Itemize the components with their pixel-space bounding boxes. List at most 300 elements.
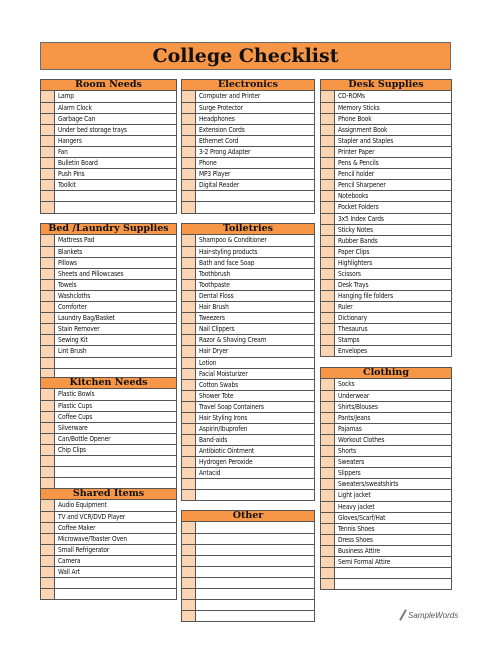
section-shared-items [40, 488, 177, 600]
checkbox[interactable] [182, 335, 196, 345]
checkbox[interactable] [41, 578, 55, 588]
checklist-row [321, 268, 451, 279]
item-label: Sweaters/sweatshirts [338, 480, 399, 489]
checkbox[interactable] [321, 269, 335, 279]
checklist-row [182, 588, 314, 599]
item-label: Fan [58, 148, 68, 157]
checklist-row [321, 168, 451, 179]
item-label [55, 467, 176, 477]
item-label [55, 358, 176, 368]
checklist-row [182, 544, 314, 555]
item-label: Sheets and Pillowcases [58, 270, 124, 279]
checkbox[interactable] [41, 401, 55, 411]
checklist-row [182, 434, 314, 445]
checkbox[interactable] [321, 457, 335, 467]
checkbox[interactable] [182, 391, 196, 401]
item-label: 3x5 Index Cards [338, 214, 384, 223]
checkbox[interactable] [321, 391, 335, 401]
checklist-row [182, 91, 314, 102]
checklist-row [182, 179, 314, 190]
checkbox[interactable] [321, 535, 335, 545]
item-label: Memory Sticks [338, 104, 380, 113]
item-label [55, 191, 176, 201]
section-toiletries [181, 223, 315, 501]
checkbox[interactable] [182, 114, 196, 124]
item-label: Mattress Pad [58, 236, 95, 244]
item-label: Under bed storage trays [58, 126, 127, 135]
item-label: Paper Clips [338, 247, 370, 256]
item-label: Shower Tote [199, 391, 234, 400]
item-label: Ruler [338, 302, 353, 311]
checklist-row [182, 113, 314, 124]
checkbox[interactable] [41, 423, 55, 433]
checklist-row [321, 290, 451, 301]
item-label: Comforter [58, 303, 87, 312]
checkbox[interactable] [321, 91, 335, 102]
checklist-row [321, 279, 451, 290]
checklist-row [182, 368, 314, 379]
checkbox[interactable] [321, 446, 335, 456]
checklist [40, 91, 177, 214]
checkbox[interactable] [41, 302, 55, 312]
item-label: Hangers [58, 137, 82, 146]
checklist-row [321, 534, 451, 545]
checkbox[interactable] [182, 468, 196, 478]
item-label: Shorts [338, 447, 357, 456]
checkbox[interactable] [182, 534, 196, 544]
checklist-row [41, 544, 176, 555]
checklist-row [321, 113, 451, 124]
item-label: Stamps [338, 336, 360, 345]
checklist-row [321, 323, 451, 334]
checklist-row [321, 578, 451, 589]
item-label: Pants/Jeans [338, 414, 371, 423]
checkbox[interactable] [321, 568, 335, 578]
checkbox[interactable] [41, 389, 55, 400]
checkbox[interactable] [321, 214, 335, 224]
section-header: Kitchen Needs [40, 377, 177, 389]
section-header: Room Needs [40, 79, 177, 91]
checklist-row [321, 501, 451, 512]
checklist-row [41, 389, 176, 400]
checkbox[interactable] [182, 446, 196, 456]
checkbox[interactable] [41, 534, 55, 544]
pen-icon [398, 609, 408, 621]
checklist-row [182, 467, 314, 478]
checkbox[interactable] [41, 346, 55, 356]
checklist-row [321, 146, 451, 157]
checklist [40, 235, 177, 380]
checklist-row [182, 190, 314, 201]
checkbox[interactable] [321, 324, 335, 334]
checkbox[interactable] [182, 235, 196, 246]
checkbox[interactable] [41, 91, 55, 102]
checklist-row [321, 401, 451, 412]
section-bed-laundry-supplies [40, 223, 177, 380]
checkbox[interactable] [182, 103, 196, 113]
item-label: Lamp [58, 92, 74, 100]
checkbox[interactable] [321, 302, 335, 312]
section-kitchen-needs [40, 377, 177, 489]
checkbox[interactable] [182, 247, 196, 257]
checklist-row [321, 567, 451, 578]
checklist-row [182, 257, 314, 268]
checkbox[interactable] [321, 402, 335, 412]
checkbox[interactable] [321, 169, 335, 179]
checklist-row [321, 135, 451, 146]
checkbox[interactable] [41, 523, 55, 533]
item-label [196, 600, 314, 610]
checkbox[interactable] [41, 114, 55, 124]
item-label [55, 589, 176, 599]
checkbox[interactable] [321, 136, 335, 146]
checkbox[interactable] [182, 269, 196, 279]
item-label: Thesaurus [338, 324, 368, 333]
checkbox[interactable] [182, 600, 196, 610]
item-label: Phone Book [338, 115, 372, 124]
checklist-row [41, 566, 176, 577]
checkbox[interactable] [321, 379, 335, 390]
checkbox[interactable] [41, 545, 55, 555]
item-label [196, 611, 314, 621]
checkbox[interactable] [182, 302, 196, 312]
item-label: Nail Clippers [199, 325, 235, 334]
checklist-row [182, 423, 314, 434]
checklist-row [41, 135, 176, 146]
checkbox[interactable] [182, 313, 196, 323]
checklist [320, 91, 452, 357]
checklist-row [321, 179, 451, 190]
checklist-row [182, 201, 314, 212]
checklist-row [182, 456, 314, 467]
checkbox[interactable] [41, 136, 55, 146]
checklist-row [41, 257, 176, 268]
checkbox[interactable] [182, 578, 196, 588]
checkbox[interactable] [321, 579, 335, 589]
checklist-row [182, 157, 314, 168]
item-label [196, 589, 314, 599]
item-label: Light jacket [338, 491, 371, 500]
checkbox[interactable] [182, 180, 196, 190]
section-desk-supplies [320, 79, 452, 357]
checkbox[interactable] [321, 247, 335, 257]
checklist-row [321, 213, 451, 224]
checklist-row [41, 168, 176, 179]
checkbox[interactable] [321, 346, 335, 356]
section-header: Bed /Laundry Supplies [40, 223, 177, 235]
item-label [55, 202, 176, 212]
checklist-row [41, 444, 176, 455]
checkbox[interactable] [41, 247, 55, 257]
item-label: Pajamas [338, 425, 362, 434]
checklist-row [321, 235, 451, 246]
checkbox[interactable] [41, 258, 55, 268]
checkbox[interactable] [182, 589, 196, 599]
item-label: Extension Cords [199, 126, 245, 135]
checkbox[interactable] [41, 324, 55, 334]
checkbox[interactable] [321, 236, 335, 246]
item-label: Desk Trays [338, 280, 369, 289]
item-label: Silverware [58, 424, 88, 433]
checkbox[interactable] [182, 291, 196, 301]
checklist-row [321, 489, 451, 500]
checkbox[interactable] [321, 258, 335, 268]
checkbox[interactable] [182, 136, 196, 146]
checkbox[interactable] [41, 335, 55, 345]
checkbox[interactable] [321, 546, 335, 556]
item-label: Bath and face Soap [199, 259, 255, 268]
item-label: Facial Moisturizer [199, 369, 248, 378]
checkbox[interactable] [182, 424, 196, 434]
checklist-row [41, 533, 176, 544]
checklist-row [182, 555, 314, 566]
checkbox[interactable] [182, 490, 196, 500]
checkbox[interactable] [182, 147, 196, 157]
checklist-row [321, 345, 451, 356]
checklist-row [41, 124, 176, 135]
checkbox[interactable] [321, 490, 335, 500]
item-label: Antacid [199, 468, 221, 477]
checkbox[interactable] [41, 235, 55, 246]
checklist-row [41, 522, 176, 533]
checklist-row [41, 312, 176, 323]
checklist-row [41, 201, 176, 212]
checklist-row [41, 400, 176, 411]
checkbox[interactable] [321, 513, 335, 523]
checklist-row [182, 235, 314, 246]
checkbox[interactable] [321, 125, 335, 135]
checkbox[interactable] [41, 313, 55, 323]
checkbox[interactable] [321, 202, 335, 212]
checkbox[interactable] [182, 611, 196, 621]
page-title: College Checklist [40, 42, 451, 70]
checklist-row [41, 235, 176, 246]
checkbox[interactable] [41, 158, 55, 168]
checkbox[interactable] [321, 291, 335, 301]
checkbox[interactable] [182, 413, 196, 423]
checkbox[interactable] [321, 225, 335, 235]
checklist-row [182, 102, 314, 113]
checkbox[interactable] [182, 169, 196, 179]
checkbox[interactable] [182, 479, 196, 489]
item-label: Underwear [338, 392, 370, 401]
item-label: Surge Protector [199, 104, 243, 113]
checkbox[interactable] [182, 158, 196, 168]
checklist-row [321, 102, 451, 113]
item-label: Washcloths [58, 292, 91, 301]
checklist-row [41, 466, 176, 477]
checkbox[interactable] [41, 434, 55, 444]
checkbox[interactable] [41, 358, 55, 368]
checkbox[interactable] [41, 103, 55, 113]
item-label: Dictionary [338, 313, 367, 322]
checkbox[interactable] [321, 335, 335, 345]
item-label [196, 522, 314, 533]
item-label: Small Refrigerator [58, 546, 110, 555]
checkbox[interactable] [41, 500, 55, 511]
item-label: 3-2 Prong Adapter [199, 148, 251, 157]
item-label: Antibiotic Ointment [199, 446, 255, 455]
checkbox[interactable] [41, 412, 55, 422]
checkbox[interactable] [321, 413, 335, 423]
item-label: Sweaters [338, 458, 365, 467]
item-label: Toothbrush [199, 270, 231, 279]
checkbox[interactable] [321, 280, 335, 290]
checkbox[interactable] [41, 180, 55, 190]
item-label: Audio Equipment [58, 501, 107, 509]
item-label: Pencil holder [338, 170, 375, 179]
checklist-row [321, 523, 451, 534]
checkbox[interactable] [41, 512, 55, 522]
checkbox[interactable] [182, 358, 196, 368]
checkbox[interactable] [182, 457, 196, 467]
item-label: Semi Formal Attire [338, 557, 391, 566]
checkbox[interactable] [41, 567, 55, 577]
checkbox[interactable] [41, 291, 55, 301]
checkbox[interactable] [41, 269, 55, 279]
checklist-row [182, 401, 314, 412]
section-header: Clothing [320, 367, 452, 379]
checkbox[interactable] [41, 280, 55, 290]
item-label: Aspirin/Ibuprofen [199, 424, 248, 433]
item-label: Plastic Bowls [58, 390, 95, 398]
checklist-row [182, 522, 314, 533]
checkbox[interactable] [182, 556, 196, 566]
checkbox[interactable] [321, 103, 335, 113]
checklist-row [41, 290, 176, 301]
checkbox[interactable] [182, 324, 196, 334]
checkbox[interactable] [182, 202, 196, 212]
item-label [335, 579, 451, 589]
section-header: Other [181, 510, 315, 522]
item-label: Alarm Clock [58, 104, 92, 113]
item-label: Digital Reader [199, 181, 239, 190]
checklist-row [321, 91, 451, 102]
checkbox[interactable] [182, 567, 196, 577]
checklist-row [321, 246, 451, 257]
checkbox[interactable] [41, 169, 55, 179]
section-other [181, 510, 315, 622]
checkbox[interactable] [41, 478, 55, 488]
checkbox[interactable] [182, 380, 196, 390]
checklist-row [182, 599, 314, 610]
checkbox[interactable] [321, 502, 335, 512]
checkbox[interactable] [182, 346, 196, 356]
section-electronics [181, 79, 315, 214]
item-label: Ethernet Cord [199, 137, 239, 146]
item-label: Business Attire [338, 546, 380, 555]
checkbox[interactable] [41, 456, 55, 466]
checklist [40, 500, 177, 600]
checklist-row [41, 577, 176, 588]
item-label: Towels [58, 281, 77, 290]
section-header: Desk Supplies [320, 79, 452, 91]
checklist-row [41, 477, 176, 488]
checkbox[interactable] [321, 114, 335, 124]
checkbox[interactable] [41, 191, 55, 201]
item-label: Pocket Folders [338, 203, 379, 212]
section-header: Toiletries [181, 223, 315, 235]
item-label: Toothpaste [199, 281, 230, 290]
item-label: Razor & Shaving Cream [199, 336, 267, 345]
checklist [320, 379, 452, 590]
checklist-row [321, 478, 451, 489]
item-label [196, 202, 314, 212]
item-label [55, 578, 176, 588]
item-label [196, 578, 314, 588]
section-header: Shared Items [40, 488, 177, 500]
checklist-row [321, 556, 451, 567]
checkbox[interactable] [41, 467, 55, 477]
item-label: Headphones [199, 115, 235, 124]
checkbox[interactable] [182, 258, 196, 268]
checkbox[interactable] [321, 191, 335, 201]
item-label: Coffee Cups [58, 413, 93, 422]
item-label: Slippers [338, 469, 361, 478]
item-label: Shampoo & Conditioner [199, 236, 267, 244]
checkbox[interactable] [182, 522, 196, 533]
checkbox[interactable] [321, 435, 335, 445]
checkbox[interactable] [321, 147, 335, 157]
item-label: Tweezers [199, 314, 225, 323]
checkbox[interactable] [41, 445, 55, 455]
checkbox[interactable] [321, 424, 335, 434]
checkbox[interactable] [41, 147, 55, 157]
checklist-row [182, 146, 314, 157]
checkbox[interactable] [182, 402, 196, 412]
checkbox[interactable] [182, 545, 196, 555]
checklist-row [182, 357, 314, 368]
checklist-row [182, 312, 314, 323]
checkbox[interactable] [182, 91, 196, 102]
checkbox[interactable] [321, 479, 335, 489]
checkbox[interactable] [41, 589, 55, 599]
checkbox[interactable] [41, 556, 55, 566]
checklist-row [182, 390, 314, 401]
checkbox[interactable] [321, 158, 335, 168]
checklist-row [321, 412, 451, 423]
item-label: Pencil Sharpener [338, 181, 386, 190]
checklist-row [321, 434, 451, 445]
checklist-row [182, 124, 314, 135]
checklist-row [41, 455, 176, 466]
item-label: Hair Dryer [199, 347, 229, 356]
checkbox[interactable] [321, 468, 335, 478]
checkbox[interactable] [182, 280, 196, 290]
checklist-row [182, 566, 314, 577]
checklist [40, 389, 177, 489]
checklist-row [321, 390, 451, 401]
item-label [196, 556, 314, 566]
checkbox[interactable] [182, 369, 196, 379]
checkbox[interactable] [321, 557, 335, 567]
checkbox[interactable] [41, 125, 55, 135]
checkbox[interactable] [41, 202, 55, 212]
checklist-row [41, 588, 176, 599]
checkbox[interactable] [321, 180, 335, 190]
item-label: CD-ROMs [338, 92, 365, 100]
checkbox[interactable] [182, 435, 196, 445]
checkbox[interactable] [182, 191, 196, 201]
item-label: Laundry Bag/Basket [58, 314, 115, 323]
checklist-row [41, 268, 176, 279]
item-label: Gloves/Scarf/Hat [338, 513, 386, 522]
checklist-row [41, 345, 176, 356]
item-label: Lint Brush [58, 347, 87, 356]
checkbox[interactable] [321, 313, 335, 323]
checkbox[interactable] [182, 125, 196, 135]
checkbox[interactable] [321, 524, 335, 534]
